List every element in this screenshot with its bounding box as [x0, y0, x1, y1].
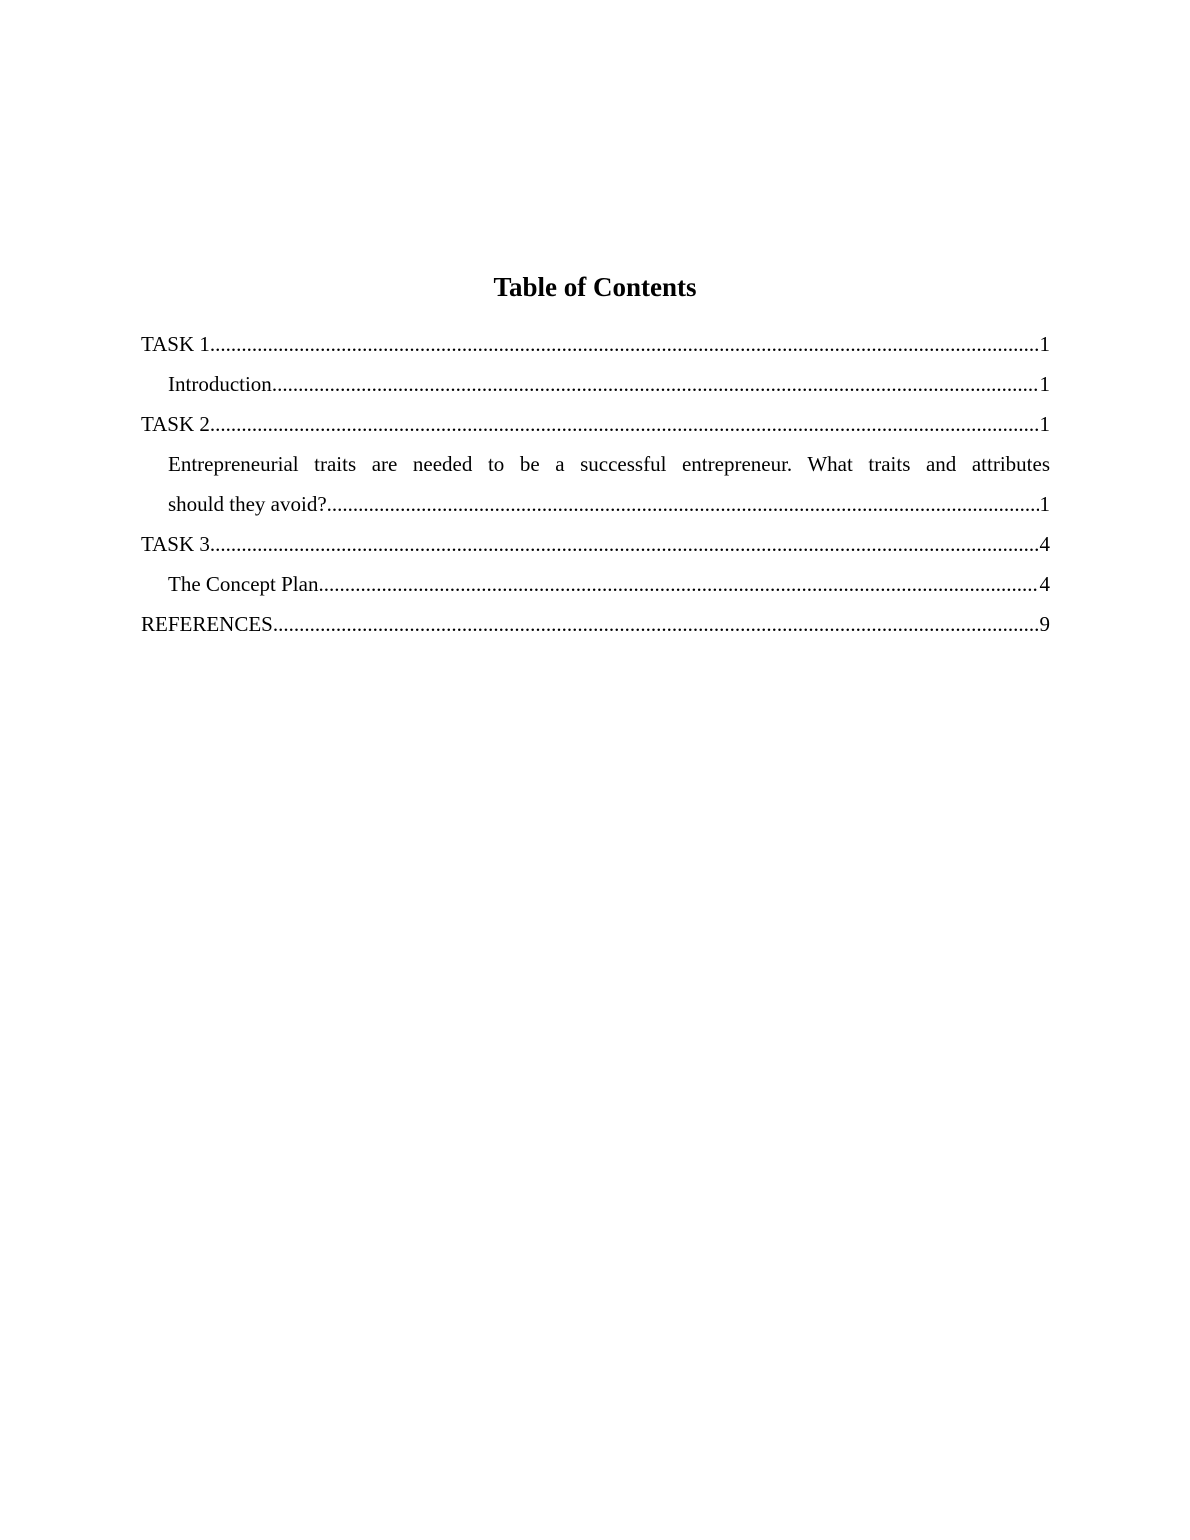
toc-title: Table of Contents — [493, 272, 697, 302]
toc-page-number: 1 — [1039, 492, 1050, 516]
toc-dot-leader — [272, 364, 1039, 404]
toc-entry-label-line-2: should they avoid? — [168, 484, 327, 524]
toc-page-number: 4 — [1039, 532, 1050, 556]
toc-page-number: 1 — [1039, 332, 1050, 356]
toc-dot-leader — [273, 604, 1039, 644]
toc-entry-task-1[interactable] — [141, 324, 1050, 364]
toc-page-number: 4 — [1039, 572, 1050, 596]
toc-page-number: 1 — [1039, 412, 1050, 436]
toc-entry-label: REFERENCES — [141, 604, 273, 644]
toc-entry-references[interactable] — [141, 604, 1050, 644]
toc-entry-label: Introduction — [168, 364, 272, 404]
toc-entry-label: The Concept Plan — [168, 564, 318, 604]
toc-entry-label: TASK 2 — [141, 404, 210, 444]
toc-entry-entrepreneurial-traits[interactable] — [141, 444, 1050, 524]
toc-entry-concept-plan[interactable] — [141, 564, 1050, 604]
toc-entry-task-3[interactable] — [141, 524, 1050, 564]
toc-entry-label-line-1: Entrepreneurial traits are needed to be a successful entrepreneur. What traits and attributes — [168, 452, 1050, 476]
toc-entry-task-2[interactable] — [141, 404, 1050, 444]
toc-entry-label: TASK 1 — [141, 324, 210, 364]
toc-page-number: 9 — [1039, 612, 1050, 636]
toc-dot-leader — [210, 524, 1039, 564]
toc-dot-leader — [210, 404, 1039, 444]
toc-entry-label: TASK 3 — [141, 524, 210, 564]
toc-dot-leader — [327, 484, 1039, 524]
toc-entry-introduction[interactable] — [141, 364, 1050, 404]
toc-dot-leader — [318, 564, 1038, 604]
toc-page-number: 1 — [1039, 372, 1050, 396]
table-of-contents — [141, 324, 1050, 644]
toc-dot-leader — [210, 324, 1039, 364]
